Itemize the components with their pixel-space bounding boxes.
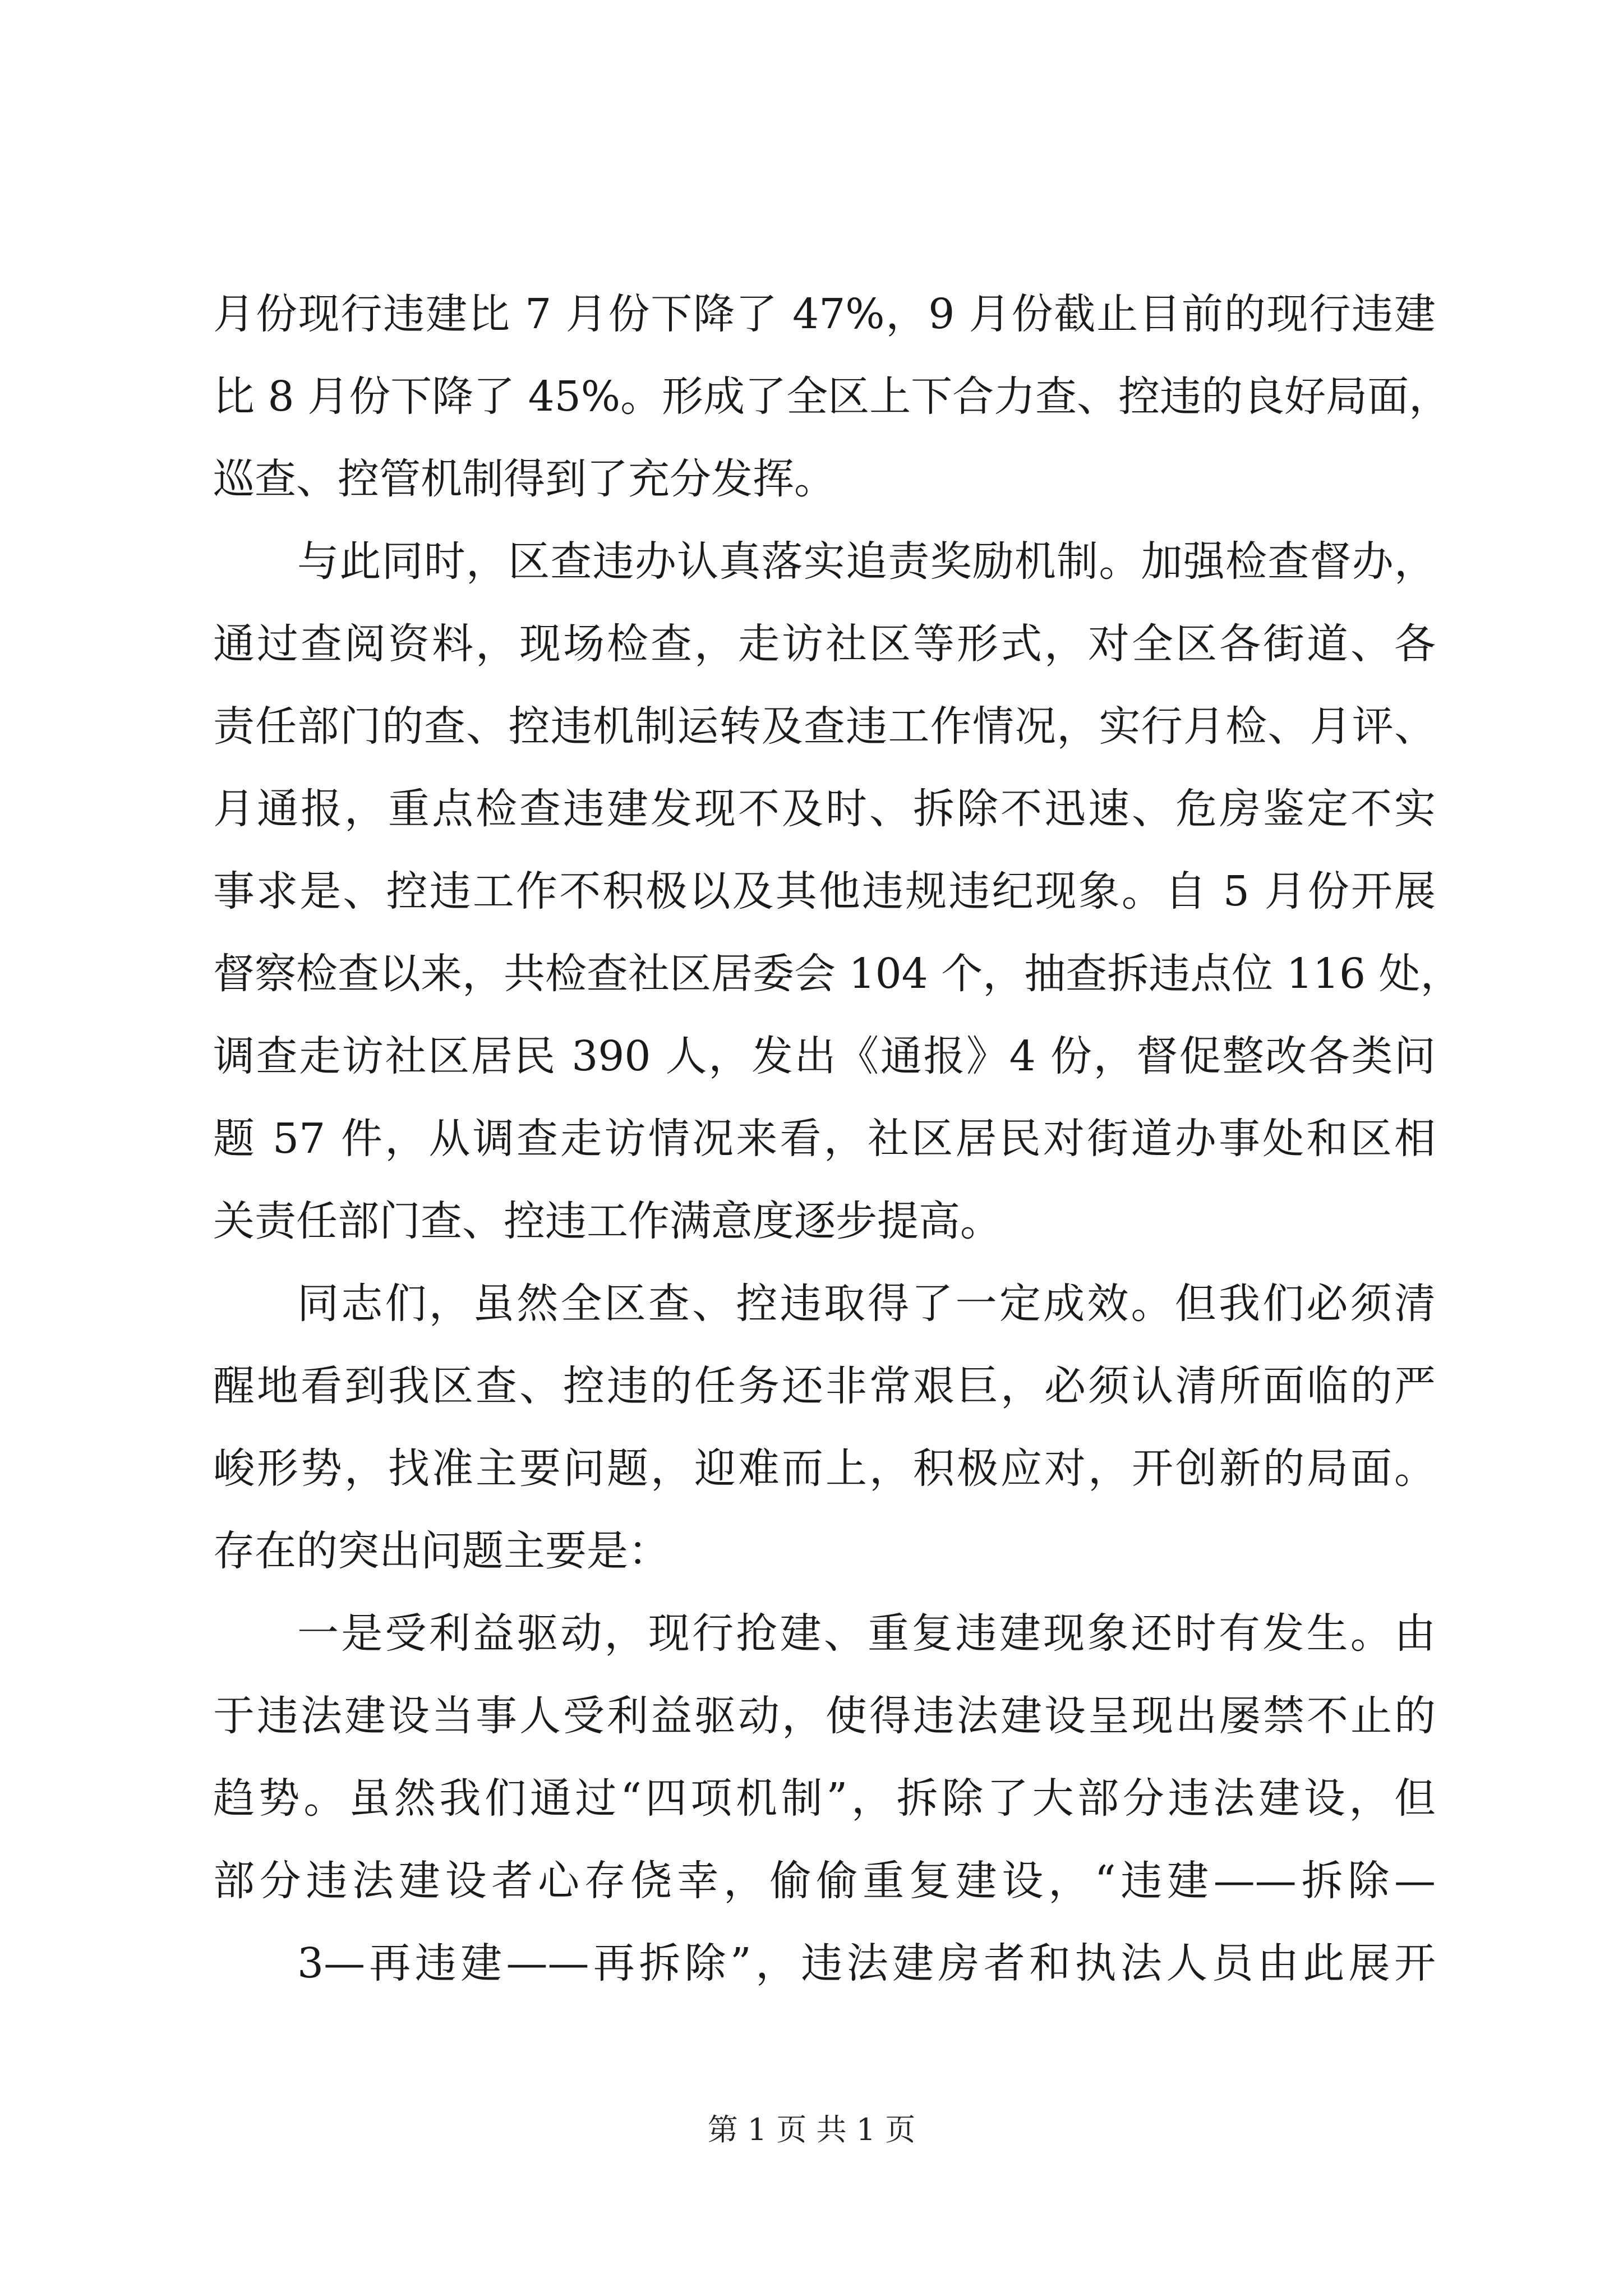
body-line-16: 存在的突出问题主要是： xyxy=(213,1527,670,1575)
body-line-5: 通过查阅资料，现场检查，走访社区等形式，对全区各街道、各 xyxy=(213,620,1436,668)
body-line-6: 责任部门的查、控违机制运转及查违工作情况，实行月检、月评、 xyxy=(213,702,1436,751)
body-line-14: 醒地看到我区查、控违的任务还非常艰巨，必须认清所面临的严 xyxy=(213,1362,1436,1410)
page-number-footer: 第 1 页 共 1 页 xyxy=(707,2112,916,2147)
body-line-8: 事求是、控违工作不积极以及其他违规违纪现象。自 5 月份开展 xyxy=(213,867,1436,915)
body-line-15: 峻形势，找准主要问题，迎难而上，积极应对，开创新的局面。 xyxy=(213,1444,1436,1493)
body-line-20: 部分违法建设者心存侥幸，偷偷重复建设，“违建——拆除— xyxy=(213,1857,1436,1905)
body-line-1: 月份现行违建比 7 月份下降了 47%，9 月份截止目前的现行违建 xyxy=(213,290,1436,338)
body-line-4: 与此同时，区查违办认真落实追责奖励机制。加强检查督办， xyxy=(297,537,1436,586)
body-line-21: 3—再违建——再拆除”，违法建房者和执法人员由此展开 xyxy=(297,1939,1436,1987)
body-line-17: 一是受利益驱动，现行抢建、重复违建现象还时有发生。由 xyxy=(297,1609,1436,1658)
body-line-9: 督察检查以来，共检查社区居委会 104 个，抽查拆违点位 116 处， xyxy=(213,950,1462,998)
body-line-10: 调查走访社区居民 390 人，发出《通报》4 份，督促整改各类问 xyxy=(213,1032,1436,1080)
body-line-11: 题 57 件，从调查走访情况来看，社区居民对街道办事处和区相 xyxy=(213,1115,1436,1163)
body-line-3: 巡查、控管机制得到了充分发挥。 xyxy=(213,455,836,503)
body-line-2: 比 8 月份下降了 45%。形成了全区上下合力查、控违的良好局面， xyxy=(213,372,1451,421)
body-line-13: 同志们，虽然全区查、控违取得了一定成效。但我们必须清 xyxy=(297,1280,1436,1328)
body-line-19: 趋势。虽然我们通过“四项机制”，拆除了大部分违法建设，但 xyxy=(213,1774,1436,1823)
body-line-18: 于违法建设当事人受利益驱动，使得违法建设呈现出屡禁不止的 xyxy=(213,1692,1436,1740)
body-line-12: 关责任部门查、控违工作满意度逐步提高。 xyxy=(213,1197,1002,1245)
body-line-7: 月通报，重点检查违建发现不及时、拆除不迅速、危房鉴定不实 xyxy=(213,785,1436,833)
